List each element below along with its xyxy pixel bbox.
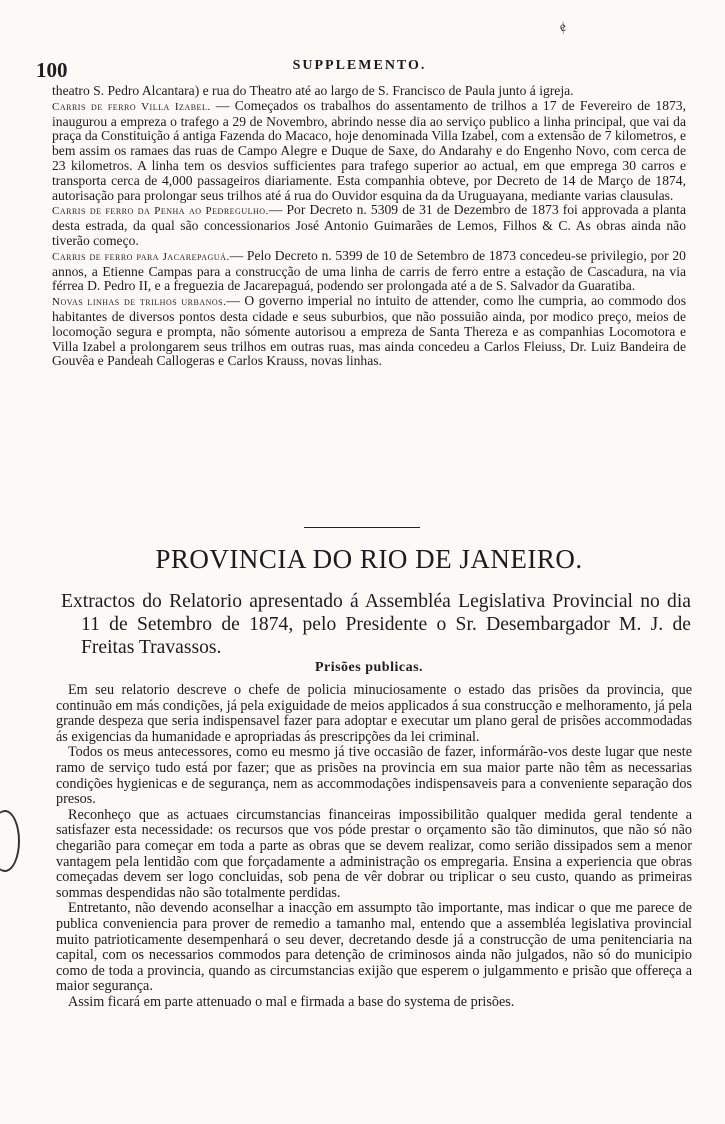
paragraph-lead: Carris de ferro para Jacarepaguá. [52, 250, 230, 263]
paragraph-lead: Carris de ferro da Penha ao Pedregulho. [52, 205, 269, 218]
paragraph-text: — O governo imperial no intuito de attender, como lhe cumpria, ao commodo dos habitantes de diversos pontos desta cidade e seus suburbios, que não possuião ainda, por modico preço, meios de locomoção segura e prompta, não sómente autorisou a empreza de Santa Thereza e as companhias Locomotora e Villa Izabel a prolongarem seus trilhos em outras ruas, mas ainda concedeu a Carlos Fleiuss, Dr. Luiz Bandeira de Gouvêa e Pandeah Callogeras e Carlos Krauss, novas linhas. [52, 293, 686, 369]
paragraph-lead: Carris de ferro Villa Izabel. [52, 100, 211, 113]
paragraph-lead: Novas linhas de trilhos urbanos. [52, 296, 227, 309]
report-paragraph: Entretanto, não devendo aconselhar a inacção em assumpto tão importante, mas indicar o que me parece de publica conveniencia para prover de remedio a tamanho mal, entendo que a assembléa legislativa provincial muito patrioticamente desempenhará o seu dever, decretando desde já a construcção de uma penitenciaria na capital, com os necessarios commodos para detenção de criminosos ainda não julgados, não só do municipio como de toda a provincia, quando as circumstancias exijão que esperem o julgammento e prisão que offereça a maior segurança. [56, 900, 692, 995]
page-header [34, 56, 685, 86]
paragraph-text: — Começados os trabalhos do assentamento de trilhos a 17 de Fevereiro de 1873, inaugurou a empreza o trafego a 29 de Novembro, abrindo nesse dia ao serviço publico a linha principal, que vai da praça da Constituição á antiga Fazenda do Macaco, hoje denominada Villa Izabel, com a extensão de 7 kilometros, e bem assim os ramaes das ruas de Campo Alegre e Duque de Saxe, do Andarahy e do Engenho Novo, com cerca de 23 kilometros. A linha tem os desvios sufficientes para trafego superior ao actual, em que emprega 30 carros e transporta cerca de 4,000 passageiros diariamente. Esta companhia obteve, por Decreto de 14 de Março de 1874, autorisação para prolongar seus trilhos até á rua do Ouvidor esquina da da Uruguayana, mediante varias clausulas. [52, 97, 687, 203]
paragraph-text: — Por Decreto n. 5309 de 31 de Dezembro de 1873 foi approvada a planta desta estrada, da qual são concessionarios José Antonio Guimarães de Lemos, Filhos & C. As obras ainda não tiverão começo. [52, 202, 686, 248]
report-paragraph: Assim ficará em parte attenuado o mal e firmada a base do systema de prisões. [68, 993, 515, 1010]
extract-heading: Extractos do Relatorio apresentado á Assembléa Legislativa Provincial no dia 11 de Setembro de 1874, pelo Presidente o Sr. Desembargador M. J. de Freitas Travassos. [61, 591, 691, 658]
paragraph-text: — Pelo Decreto n. 5399 de 10 de Setembro de 1873 concedeu-se privilegio, por 20 annos, a Etienne Campas para a construcção de uma linha de carris de ferro entre a estação de Cascadura, na via férrea D. Pedro II, e a freguezia de Jacarepaguá, podendo ser prolongada até a de S. Salvador da Guaratiba. [52, 247, 686, 294]
section-divider [304, 527, 420, 528]
ink-mark: ɇ [557, 19, 569, 36]
page-number: 100 [36, 58, 68, 82]
province-title: PROVINCIA DO RIO DE JANEIRO. [155, 544, 583, 574]
running-head: SUPPLEMENTO. [292, 58, 427, 73]
report-paragraph: Todos os meus antecessores, como eu mesmo já tive occasião de fazer, informárão-vos deste lugar que neste ramo de serviço tudo está por fazer; que as prisões na provincia em sua maior parte não têm as necessarias condições hygienicas e de segurança, nem as accommodações indispensaveis para a conveniente separação dos presos. [56, 744, 692, 808]
paragraph-penha [52, 203, 686, 248]
continued-line: theatro S. Pedro Alcantara) e rua do Theatro até ao largo de S. Francisco de Paula junto á igreja. [52, 83, 574, 98]
report-paragraph: Reconheço que as actuaes circumstancias financeiras impossibilitão qualquer medida geral tendente a satisfazer esta necessidade: os recursos que vos póde prestar o orçamento são tão diminutos, que não só não chegarião para começar em toda a parte as obras que se devem realizar, como serião dissipados sem a menor vantagem pela lentidão com que forçadamente a administração os empregaria. Ensina a experiencia que obras começadas devem ser logo concluidas, sob pena de vêr dobrar ou triplicar o seu custo, quando as primeiras sommas despendidas não são totalmente perdidas. [56, 806, 692, 901]
section-heading: Prisões publicas. [314, 660, 424, 675]
binding-mark [0, 810, 20, 872]
continued-section [52, 84, 686, 369]
paragraph-jacarepagua [52, 249, 686, 294]
paragraph-villa-izabel [52, 99, 686, 204]
report-paragraph: Em seu relatorio descreve o chefe de policia minuciosamente o estado das prisões da provincia, que continuão em más condições, já pela exiguidade de meios applicados á sua construcção e melhoramento, já pela grande despeza que seria indispensavel fazer para adoptar e executar um plano geral de prisões accommodadas ás exigencias da humanidade e apropriadas ás prescripções da lei criminal. [56, 682, 692, 745]
paragraph-novas-linhas [52, 294, 686, 369]
report-body [56, 683, 692, 1010]
